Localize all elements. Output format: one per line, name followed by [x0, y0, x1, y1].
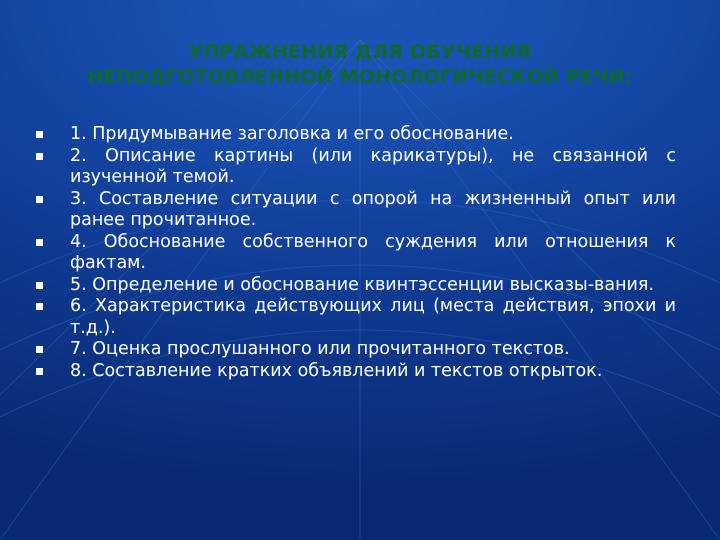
list-item — [36, 361, 676, 383]
list-item — [36, 232, 676, 275]
list-item — [36, 339, 676, 361]
square-bullet-icon — [36, 303, 43, 310]
list-item — [36, 275, 676, 297]
square-bullet-icon — [36, 346, 43, 353]
list-item-text: 8. Составление кратких объявлений и текстов открыток. — [70, 360, 603, 381]
square-bullet-icon — [36, 239, 43, 246]
list-item — [36, 189, 676, 232]
list-item — [36, 146, 676, 189]
list-item-text: 6. Характеристика действующих лиц (места действия, эпохи и т.д.). — [70, 296, 676, 338]
list-item-text: 4. Обоснование собственного суждения или отношения к фактам. — [70, 231, 676, 273]
exercise-list — [36, 124, 676, 382]
title-line-2: НЕПОДГОТОВЛЕННОЙ МОНОЛОГИЧЕСКОЙ РЕЧИ: — [87, 66, 633, 88]
list-item — [36, 124, 676, 146]
square-bullet-icon — [36, 196, 43, 203]
list-item-text: 2. Описание картины (или карикатуры), не связанной с изученной темой. — [70, 145, 676, 187]
list-item-text: 7. Оценка прослушанного или прочитанного текстов. — [70, 339, 570, 359]
square-bullet-icon — [36, 153, 43, 160]
square-bullet-icon — [36, 131, 43, 138]
list-item-text: 3. Составление ситуации с опорой на жизненный опыт или ранее прочитанное. — [70, 188, 676, 230]
list-item — [36, 296, 676, 339]
slide-title — [0, 40, 720, 90]
square-bullet-icon — [36, 282, 43, 289]
list-item-text: 5. Определение и обоснование квинтэссенции высказы-вания. — [70, 274, 655, 295]
title-line-1: УПРАЖНЕНИЯ ДЛЯ ОБУЧЕНИЯ — [188, 41, 532, 63]
list-item-text: 1. Придумывание заголовка и его обоснование. — [70, 124, 514, 144]
square-bullet-icon — [36, 368, 43, 375]
